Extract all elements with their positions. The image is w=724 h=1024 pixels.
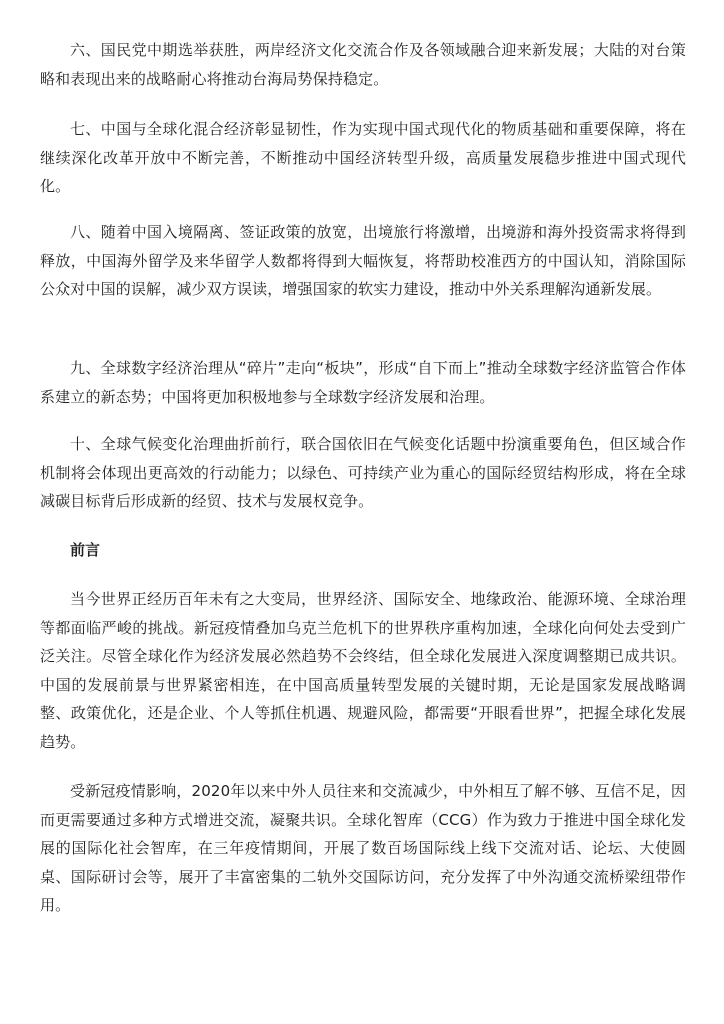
paragraph-item-7: 七、中国与全球化混合经济彰显韧性，作为实现中国式现代化的物质基础和重要保障，将在继续深化改革开放中不断完善，不断推动中国经济转型升级，高质量发展稳步推进中国式现代化。 [40, 120, 686, 195]
paragraph-item-8: 八、随着中国入境隔离、签证政策的放宽，出境旅行将激增，出境游和海外投资需求将得到释放，中国海外留学及来华留学人数都将得到大幅恢复，将帮助校准西方的中国认知，消除国际公众对中国的误解，减少双方误读，增强国家的软实力建设，推动中外关系理解沟通新发展。 [40, 223, 686, 298]
preface-paragraph-2: 受新冠疫情影响，2020年以来中外人员往来和交流减少，中外相互了解不够、互信不足，因而更需要通过多种方式增进交流，凝聚共识。全球化智库（CCG）作为致力于推进中国全球化发展的国际化社会智库，在三年疫情期间，开展了数百场国际线上线下交流对话、论坛、大使圆桌、国际研讨会等，展开了丰富密集的二轨外交国际访问，充分发挥了中外沟通交流桥梁纽带作用。 [40, 782, 686, 914]
preface-paragraph-1: 当今世界正经历百年未有之大变局，世界经济、国际安全、地缘政治、能源环境、全球治理等都面临严峻的挑战。新冠疫情叠加乌克兰危机下的世界秩序重构加速，全球化向何处去受到广泛关注。尽管全球化作为经济发展必然趋势不会终结，但全球化发展进入深度调整期已成共识。中国的发展前景与世界紧密相连，在中国高质量转型发展的关键时期，无论是国家发展战略调整、政策优化，还是企业、个人等抓住机遇、规避风险，都需要“开眼看世界”，把握全球化发展趋势。 [40, 590, 686, 751]
paragraph-item-10: 十、全球气候变化治理曲折前行，联合国依旧在气候变化话题中扮演重要角色，但区域合作机制将会体现出更高效的行动能力；以绿色、可持续产业为重心的国际经贸结构形成，将在全球减碳目标背后形成新的经贸、技术与发展权竞争。 [40, 435, 686, 510]
paragraph-item-6: 六、国民党中期选举获胜，两岸经济文化交流合作及各领域融合迎来新发展；大陆的对台策略和表现出来的战略耐心将推动台海局势保持稳定。 [40, 41, 686, 88]
section-heading-preface: 前言 [70, 541, 101, 559]
paragraph-item-9: 九、全球数字经济治理从“碎片”走向“板块”，形成“自下而上”推动全球数字经济监管合作体系建立的新态势；中国将更加积极地参与全球数字经济发展和治理。 [40, 359, 686, 406]
